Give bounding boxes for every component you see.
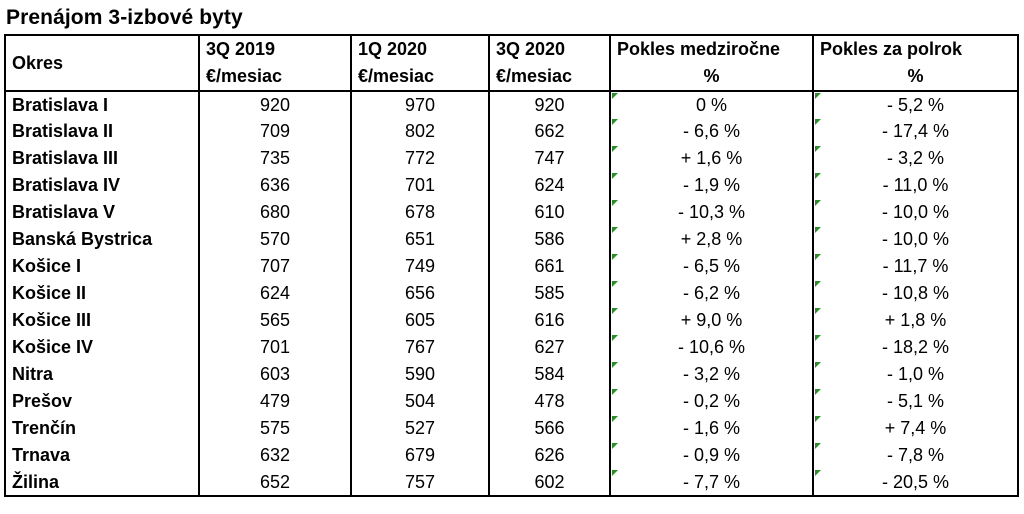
value-1q2020: 970 xyxy=(351,91,489,118)
value-half: - 20,5 % xyxy=(813,469,1018,496)
value-3q2019: 575 xyxy=(199,415,351,442)
value-1q2020: 757 xyxy=(351,469,489,496)
unit-3q2019: €/mesiac xyxy=(199,63,351,91)
rental-table xyxy=(4,34,1019,497)
okres-cell: Bratislava I xyxy=(12,94,109,115)
value-3q2020: 626 xyxy=(489,442,610,469)
table-row xyxy=(5,307,1018,334)
value-yoy: - 1,6 % xyxy=(610,415,813,442)
value-half: - 18,2 % xyxy=(813,334,1018,361)
header-pokles-medzirocne: Pokles medziročne xyxy=(610,35,813,63)
value-3q2020: 616 xyxy=(489,307,610,334)
value-3q2020: 624 xyxy=(489,172,610,199)
table-row xyxy=(5,388,1018,415)
okres-cell: Košice II xyxy=(12,283,87,303)
okres-cell: Trenčín xyxy=(12,418,77,438)
okres-cell: Nitra xyxy=(12,364,54,384)
value-3q2019: 624 xyxy=(199,280,351,307)
value-half: - 10,0 % xyxy=(813,226,1018,253)
value-3q2019: 920 xyxy=(199,91,351,118)
value-3q2020: 584 xyxy=(489,361,610,388)
value-yoy: - 6,6 % xyxy=(610,118,813,145)
value-3q2019: 565 xyxy=(199,307,351,334)
value-half: - 10,8 % xyxy=(813,280,1018,307)
value-yoy: - 0,2 % xyxy=(610,388,813,415)
table-row xyxy=(5,469,1018,496)
value-3q2020: 585 xyxy=(489,280,610,307)
table-row xyxy=(5,253,1018,280)
value-3q2020: 478 xyxy=(489,388,610,415)
value-1q2020: 701 xyxy=(351,172,489,199)
header-pokles-za-polrok: Pokles za polrok xyxy=(813,35,1018,63)
value-3q2019: 603 xyxy=(199,361,351,388)
okres-cell: Košice III xyxy=(12,310,92,330)
value-3q2019: 652 xyxy=(199,469,351,496)
okres-cell: Košice IV xyxy=(12,337,94,357)
value-half: + 1,8 % xyxy=(813,307,1018,334)
value-yoy: - 10,6 % xyxy=(610,334,813,361)
table-row xyxy=(5,199,1018,226)
value-yoy: - 6,2 % xyxy=(610,280,813,307)
value-3q2020: 566 xyxy=(489,415,610,442)
table-body xyxy=(5,91,1018,496)
value-3q2020: 662 xyxy=(489,118,610,145)
header-3q2020: 3Q 2020 xyxy=(489,35,610,63)
value-yoy: + 2,8 % xyxy=(610,226,813,253)
value-yoy: - 1,9 % xyxy=(610,172,813,199)
value-yoy: 0 % xyxy=(610,91,813,118)
value-3q2019: 680 xyxy=(199,199,351,226)
value-3q2019: 709 xyxy=(199,118,351,145)
value-1q2020: 802 xyxy=(351,118,489,145)
value-1q2020: 678 xyxy=(351,199,489,226)
value-1q2020: 605 xyxy=(351,307,489,334)
okres-cell: Bratislava III xyxy=(12,148,119,168)
value-half: - 11,7 % xyxy=(813,253,1018,280)
value-3q2019: 707 xyxy=(199,253,351,280)
value-yoy: - 3,2 % xyxy=(610,361,813,388)
value-3q2019: 735 xyxy=(199,145,351,172)
value-3q2020: 610 xyxy=(489,199,610,226)
value-half: - 1,0 % xyxy=(813,361,1018,388)
okres-cell: Bratislava V xyxy=(12,202,116,222)
value-3q2020: 920 xyxy=(489,91,610,118)
value-3q2019: 636 xyxy=(199,172,351,199)
value-yoy: - 6,5 % xyxy=(610,253,813,280)
value-3q2019: 632 xyxy=(199,442,351,469)
table-row xyxy=(5,91,1018,118)
value-3q2020: 586 xyxy=(489,226,610,253)
value-1q2020: 590 xyxy=(351,361,489,388)
okres-cell: Bratislava IV xyxy=(12,175,121,195)
table-row xyxy=(5,172,1018,199)
value-1q2020: 772 xyxy=(351,145,489,172)
header-3q2019: 3Q 2019 xyxy=(199,35,351,63)
value-yoy: + 9,0 % xyxy=(610,307,813,334)
okres-cell: Prešov xyxy=(12,391,73,411)
header-okres: Okres xyxy=(5,35,199,91)
value-half: - 5,1 % xyxy=(813,388,1018,415)
table-row xyxy=(5,226,1018,253)
value-half: - 3,2 % xyxy=(813,145,1018,172)
unit-pokles-za-polrok: % xyxy=(813,63,1018,91)
value-1q2020: 651 xyxy=(351,226,489,253)
value-1q2020: 656 xyxy=(351,280,489,307)
value-half: - 5,2 % xyxy=(813,91,1018,118)
value-3q2020: 747 xyxy=(489,145,610,172)
okres-cell: Trnava xyxy=(12,445,71,465)
table-row xyxy=(5,442,1018,469)
value-yoy: - 7,7 % xyxy=(610,469,813,496)
unit-1q2020: €/mesiac xyxy=(351,63,489,91)
table-row xyxy=(5,118,1018,145)
table-row xyxy=(5,145,1018,172)
value-3q2020: 627 xyxy=(489,334,610,361)
okres-cell: Košice I xyxy=(12,256,82,276)
header-1q2020: 1Q 2020 xyxy=(351,35,489,63)
value-half: + 7,4 % xyxy=(813,415,1018,442)
table-row xyxy=(5,361,1018,388)
value-yoy: + 1,6 % xyxy=(610,145,813,172)
value-yoy: - 10,3 % xyxy=(610,199,813,226)
value-half: - 11,0 % xyxy=(813,172,1018,199)
unit-pokles-medzirocne: % xyxy=(610,63,813,91)
value-3q2019: 570 xyxy=(199,226,351,253)
value-1q2020: 767 xyxy=(351,334,489,361)
value-3q2019: 479 xyxy=(199,388,351,415)
okres-cell: Bratislava II xyxy=(12,121,114,141)
okres-cell: Žilina xyxy=(12,471,60,492)
okres-cell: Banská Bystrica xyxy=(12,229,153,249)
value-half: - 7,8 % xyxy=(813,442,1018,469)
table-row xyxy=(5,280,1018,307)
value-3q2020: 661 xyxy=(489,253,610,280)
table-title: Prenájom 3-izbové byty xyxy=(6,6,243,29)
table-row xyxy=(5,415,1018,442)
value-yoy: - 0,9 % xyxy=(610,442,813,469)
value-3q2020: 602 xyxy=(489,469,610,496)
value-1q2020: 749 xyxy=(351,253,489,280)
value-1q2020: 679 xyxy=(351,442,489,469)
value-3q2019: 701 xyxy=(199,334,351,361)
value-half: - 10,0 % xyxy=(813,199,1018,226)
unit-3q2020: €/mesiac xyxy=(489,63,610,91)
value-1q2020: 504 xyxy=(351,388,489,415)
value-1q2020: 527 xyxy=(351,415,489,442)
value-half: - 17,4 % xyxy=(813,118,1018,145)
table-row xyxy=(5,334,1018,361)
